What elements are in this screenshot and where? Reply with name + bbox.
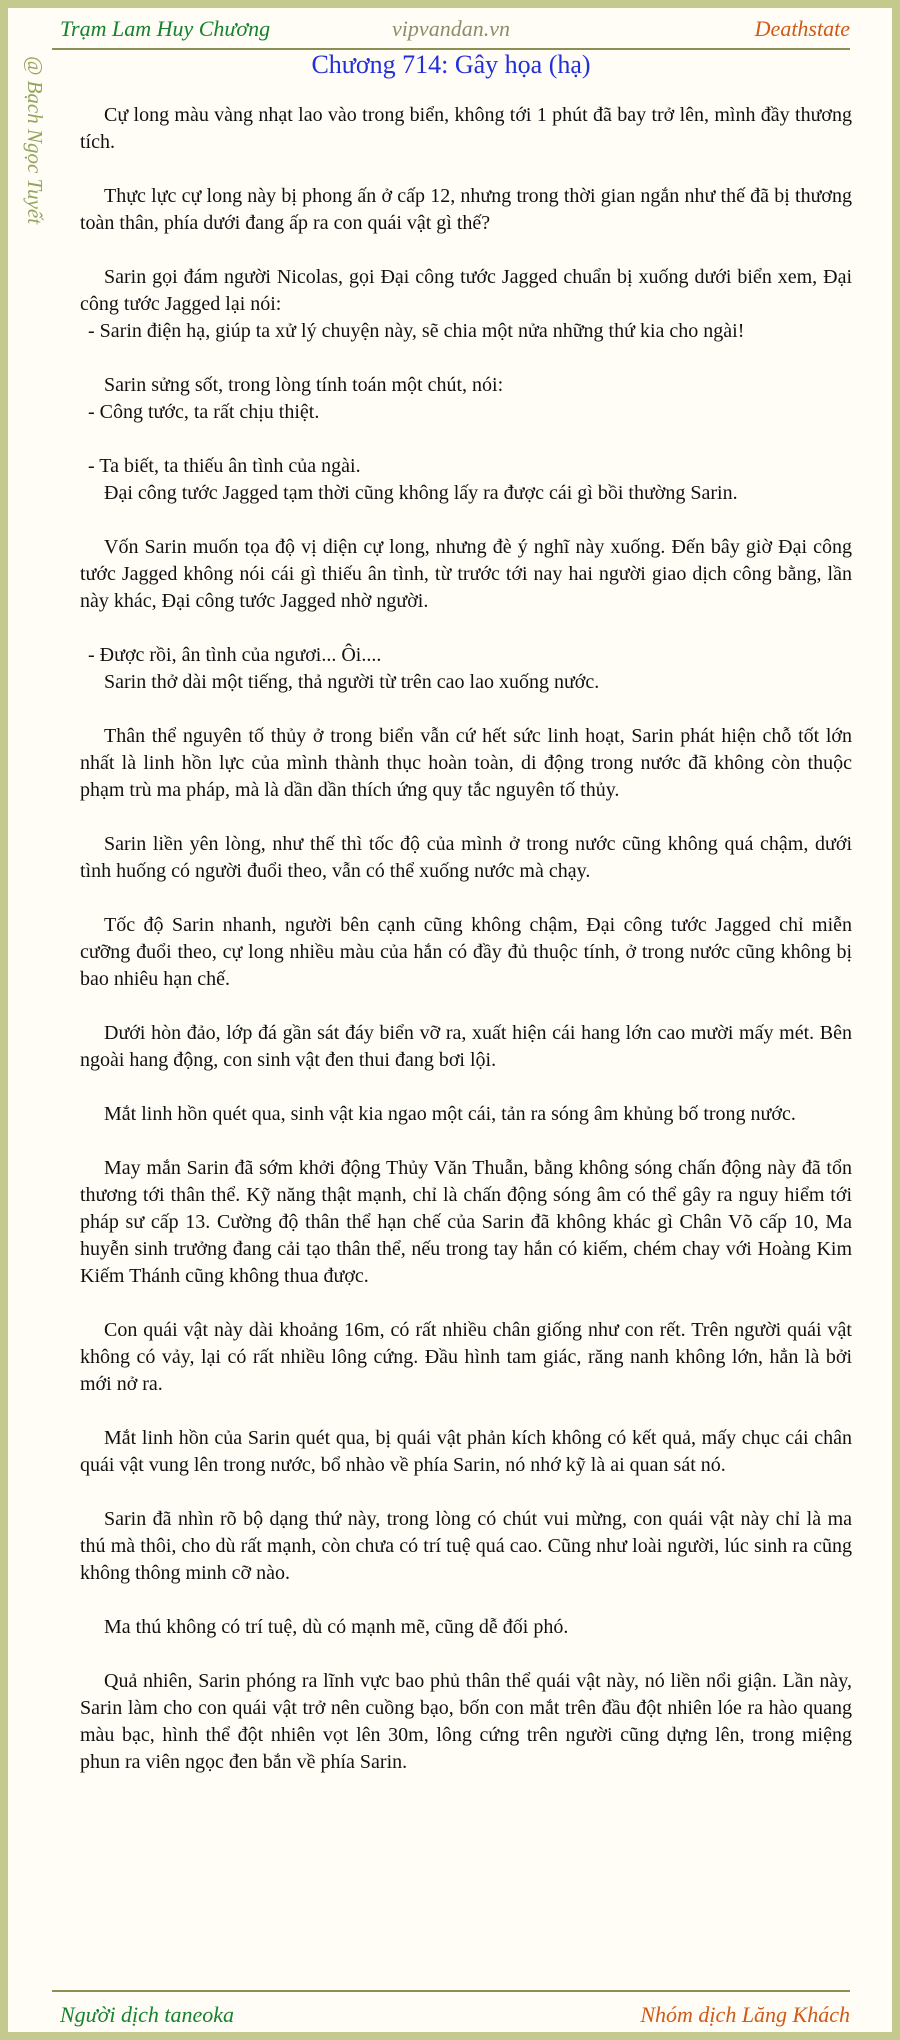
header-right-text: Deathstate (754, 16, 850, 41)
page (8, 8, 892, 2032)
paragraph: Đại công tước Jagged tạm thời cũng không lấy ra được cái gì bồi thường Sarin. (104, 482, 738, 504)
paragraph: Tốc độ Sarin nhanh, người bên cạnh cũng không chậm, Đại công tước Jagged chỉ miễn cưỡng đuổi theo, cự long nhiều màu của hắn có đầy đủ thuộc tính, ở trong nước cũng không bị bao nhiêu hạn chế. (80, 914, 852, 990)
paragraph: Sarin thở dài một tiếng, thả người từ trên cao lao xuống nước. (104, 671, 600, 693)
paragraph: Quả nhiên, Sarin phóng ra lĩnh vực bao phủ thân thể quái vật này, nó liền nổi giận. Lần này, Sarin làm cho con quái vật trở nên cuồng bạo, bốn con mắt trên đầu đột nhiên lóe ra hào quang màu bạc, hình thể đột nhiên vọt lên 30m, lông cứng trên người cũng dựng lên, trong miệng phun ra viên ngọc đen bắn về phía Sarin. (80, 1670, 852, 1773)
paragraph: Thực lực cự long này bị phong ấn ở cấp 12, nhưng trong thời gian ngắn như thế đã bị thương toàn thân, phía dưới đang ấp ra con quái vật gì thế? (80, 185, 852, 234)
paragraph: Sarin gọi đám người Nicolas, gọi Đại công tước Jagged chuẩn bị xuống dưới biển xem, Đại công tước Jagged lại nói: (80, 266, 852, 315)
chapter-content (80, 102, 852, 1803)
paragraph: Dưới hòn đảo, lớp đá gần sát đáy biển vỡ ra, xuất hiện cái hang lớn cao mười mấy mét. Bên ngoài hang động, con sinh vật đen thui đang bơi lội. (80, 1022, 852, 1071)
paragraph: Sarin đã nhìn rõ bộ dạng thứ này, trong lòng có chút vui mừng, con quái vật này chỉ là ma thú mà thôi, cho dù rất mạnh, còn chưa có trí tuệ quá cao. Cũng như loài người, lúc sinh ra cũng không thông minh cỡ nào. (80, 1508, 852, 1584)
translator-credit: Người dịch taneoka (60, 2002, 235, 2027)
paragraph: Cự long màu vàng nhạt lao vào trong biển, không tới 1 phút đã bay trở lên, mình đầy thương tích. (80, 104, 852, 153)
dialogue-line: - Công tước, ta rất chịu thiệt. (88, 401, 320, 423)
sidebar-credit: @ Bạch Ngọc Tuyết (23, 56, 47, 225)
dialogue-line: - Ta biết, ta thiếu ân tình của ngài. (88, 455, 361, 477)
paragraph: Mắt linh hồn của Sarin quét qua, bị quái vật phản kích không có kết quả, mấy chục cái chân quái vật vung lên trong nước, bổ nhào về phía Sarin, nó nhớ kỹ là ai quan sát nó. (80, 1427, 852, 1476)
paragraph: Con quái vật này dài khoảng 16m, có rất nhiều chân giống như con rết. Trên người quái vật không có vảy, lại có rất nhiều lông cứng. Đầu hình tam giác, răng nanh không lớn, hẳn là bởi mới nở ra. (80, 1319, 852, 1395)
paragraph: Mắt linh hồn quét qua, sinh vật kia ngao một cái, tản ra sóng âm khủng bố trong nước. (104, 1103, 796, 1125)
paragraph: Sarin liền yên lòng, như thế thì tốc độ của mình ở trong nước cũng không quá chậm, dưới tình huống có người đuổi theo, vẫn có thể xuống nước mà chạy. (80, 833, 852, 882)
header-site-name: vipvandan.vn (392, 16, 510, 41)
paragraph: Sarin sửng sốt, trong lòng tính toán một chút, nói: (104, 374, 504, 396)
chapter-title: Chương 714: Gây họa (hạ) (311, 50, 591, 79)
group-credit: Nhóm dịch Lăng Khách (640, 2002, 850, 2027)
paragraph: Vốn Sarin muốn tọa độ vị diện cự long, nhưng đè ý nghĩ này xuống. Đến bây giờ Đại công tước Jagged không nói cái gì thiếu ân tình, từ trước tới nay hai người giao dịch công bằng, lần này khác, Đại công tước Jagged nhờ người. (80, 536, 852, 612)
header-left-text: Trạm Lam Huy Chương (60, 16, 271, 41)
dialogue-line: - Sarin điện hạ, giúp ta xử lý chuyện này, sẽ chia một nửa những thứ kia cho ngài! (88, 320, 745, 342)
paragraph: May mắn Sarin đã sớm khởi động Thủy Văn Thuẫn, bằng không sóng chấn động này đã tổn thương tới thân thể. Kỹ năng thật mạnh, chỉ là chấn động sóng âm có thể gây ra nguy hiểm tới pháp sư cấp 13. Cường độ thân thể hạn chế của Sarin đã không khác gì Chân Võ cấp 10, Ma huyễn sinh trưởng đang cải tạo thân thể, nếu trong tay hắn có kiếm, chém chay với Hoàng Kim Kiếm Thánh cũng không thua được. (80, 1157, 852, 1287)
page-footer (52, 1990, 850, 2032)
dialogue-line: - Được rồi, ân tình của ngươi... Ôi.... (88, 644, 382, 666)
paragraph: Ma thú không có trí tuệ, dù có mạnh mẽ, cũng dễ đối phó. (104, 1616, 569, 1638)
page-header (52, 8, 850, 50)
paragraph: Thân thể nguyên tố thủy ở trong biển vẫn cứ hết sức linh hoạt, Sarin phát hiện chỗ tốt lớn nhất là linh hồn lực của mình thành thục hoàn toàn, di động trong nước đã không còn thuộc phạm trù ma pháp, mà là dần dần thích ứng quy tắc nguyên tố thủy. (80, 725, 852, 801)
